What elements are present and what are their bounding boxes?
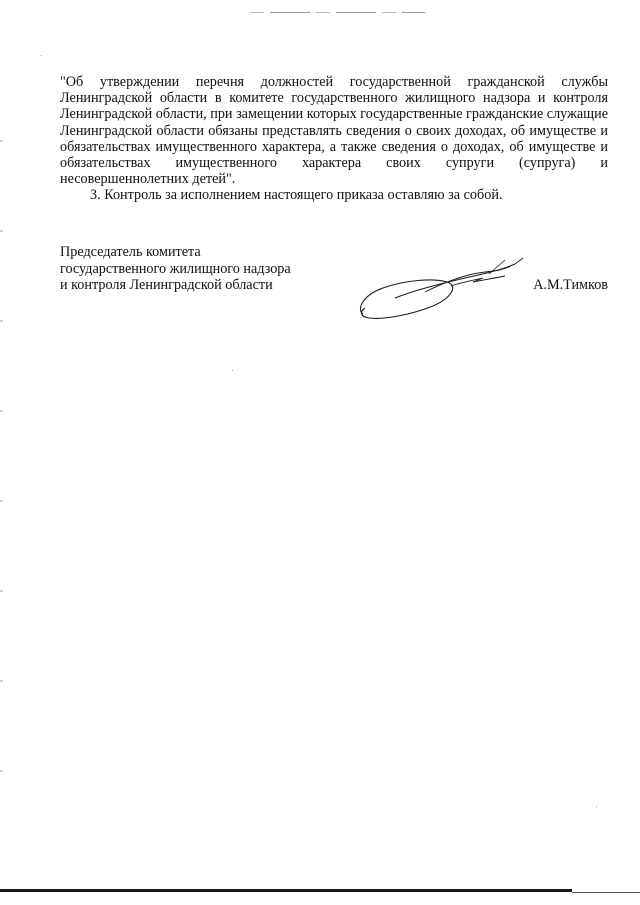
handwritten-signature — [355, 252, 525, 324]
signatory-title-line-2: государственного жилищного надзора — [60, 260, 291, 277]
scan-speck — [596, 806, 597, 807]
scan-speck — [232, 370, 233, 371]
paragraph-3: 3. Контроль за исполнением настоящего приказа оставляю за собой. — [90, 187, 503, 204]
scan-artifact-bottom-right — [572, 892, 640, 893]
quoted-order-title: "Об утверждении перечня должностей государственной гражданской службы Ленинградской области в комитете государственного жилищного надзора и контроля Ленинградской области, при замещении которых государственные гражданские служащие Ленинградской области обязаны представлять сведения о своих доходах, об имуществе и обязательствах имущественного характера, а также сведения о доходах, об имуществе и обязательствах имущественного характера своих супруги (супруга) и несовершеннолетних детей". — [60, 74, 608, 188]
scan-speck — [41, 55, 42, 56]
signatory-title — [60, 244, 291, 294]
signatory-title-line-1: Председатель комитета — [60, 244, 201, 260]
signatory-title-line-3: и контроля Ленинградской области — [60, 277, 273, 293]
document-body — [60, 74, 608, 204]
scan-artifact-left-margin — [0, 100, 3, 820]
scan-artifact-top — [250, 12, 425, 13]
scan-artifact-bottom — [0, 889, 572, 892]
signature-block — [60, 244, 608, 324]
signatory-name: А.М.Тимков — [533, 277, 608, 293]
